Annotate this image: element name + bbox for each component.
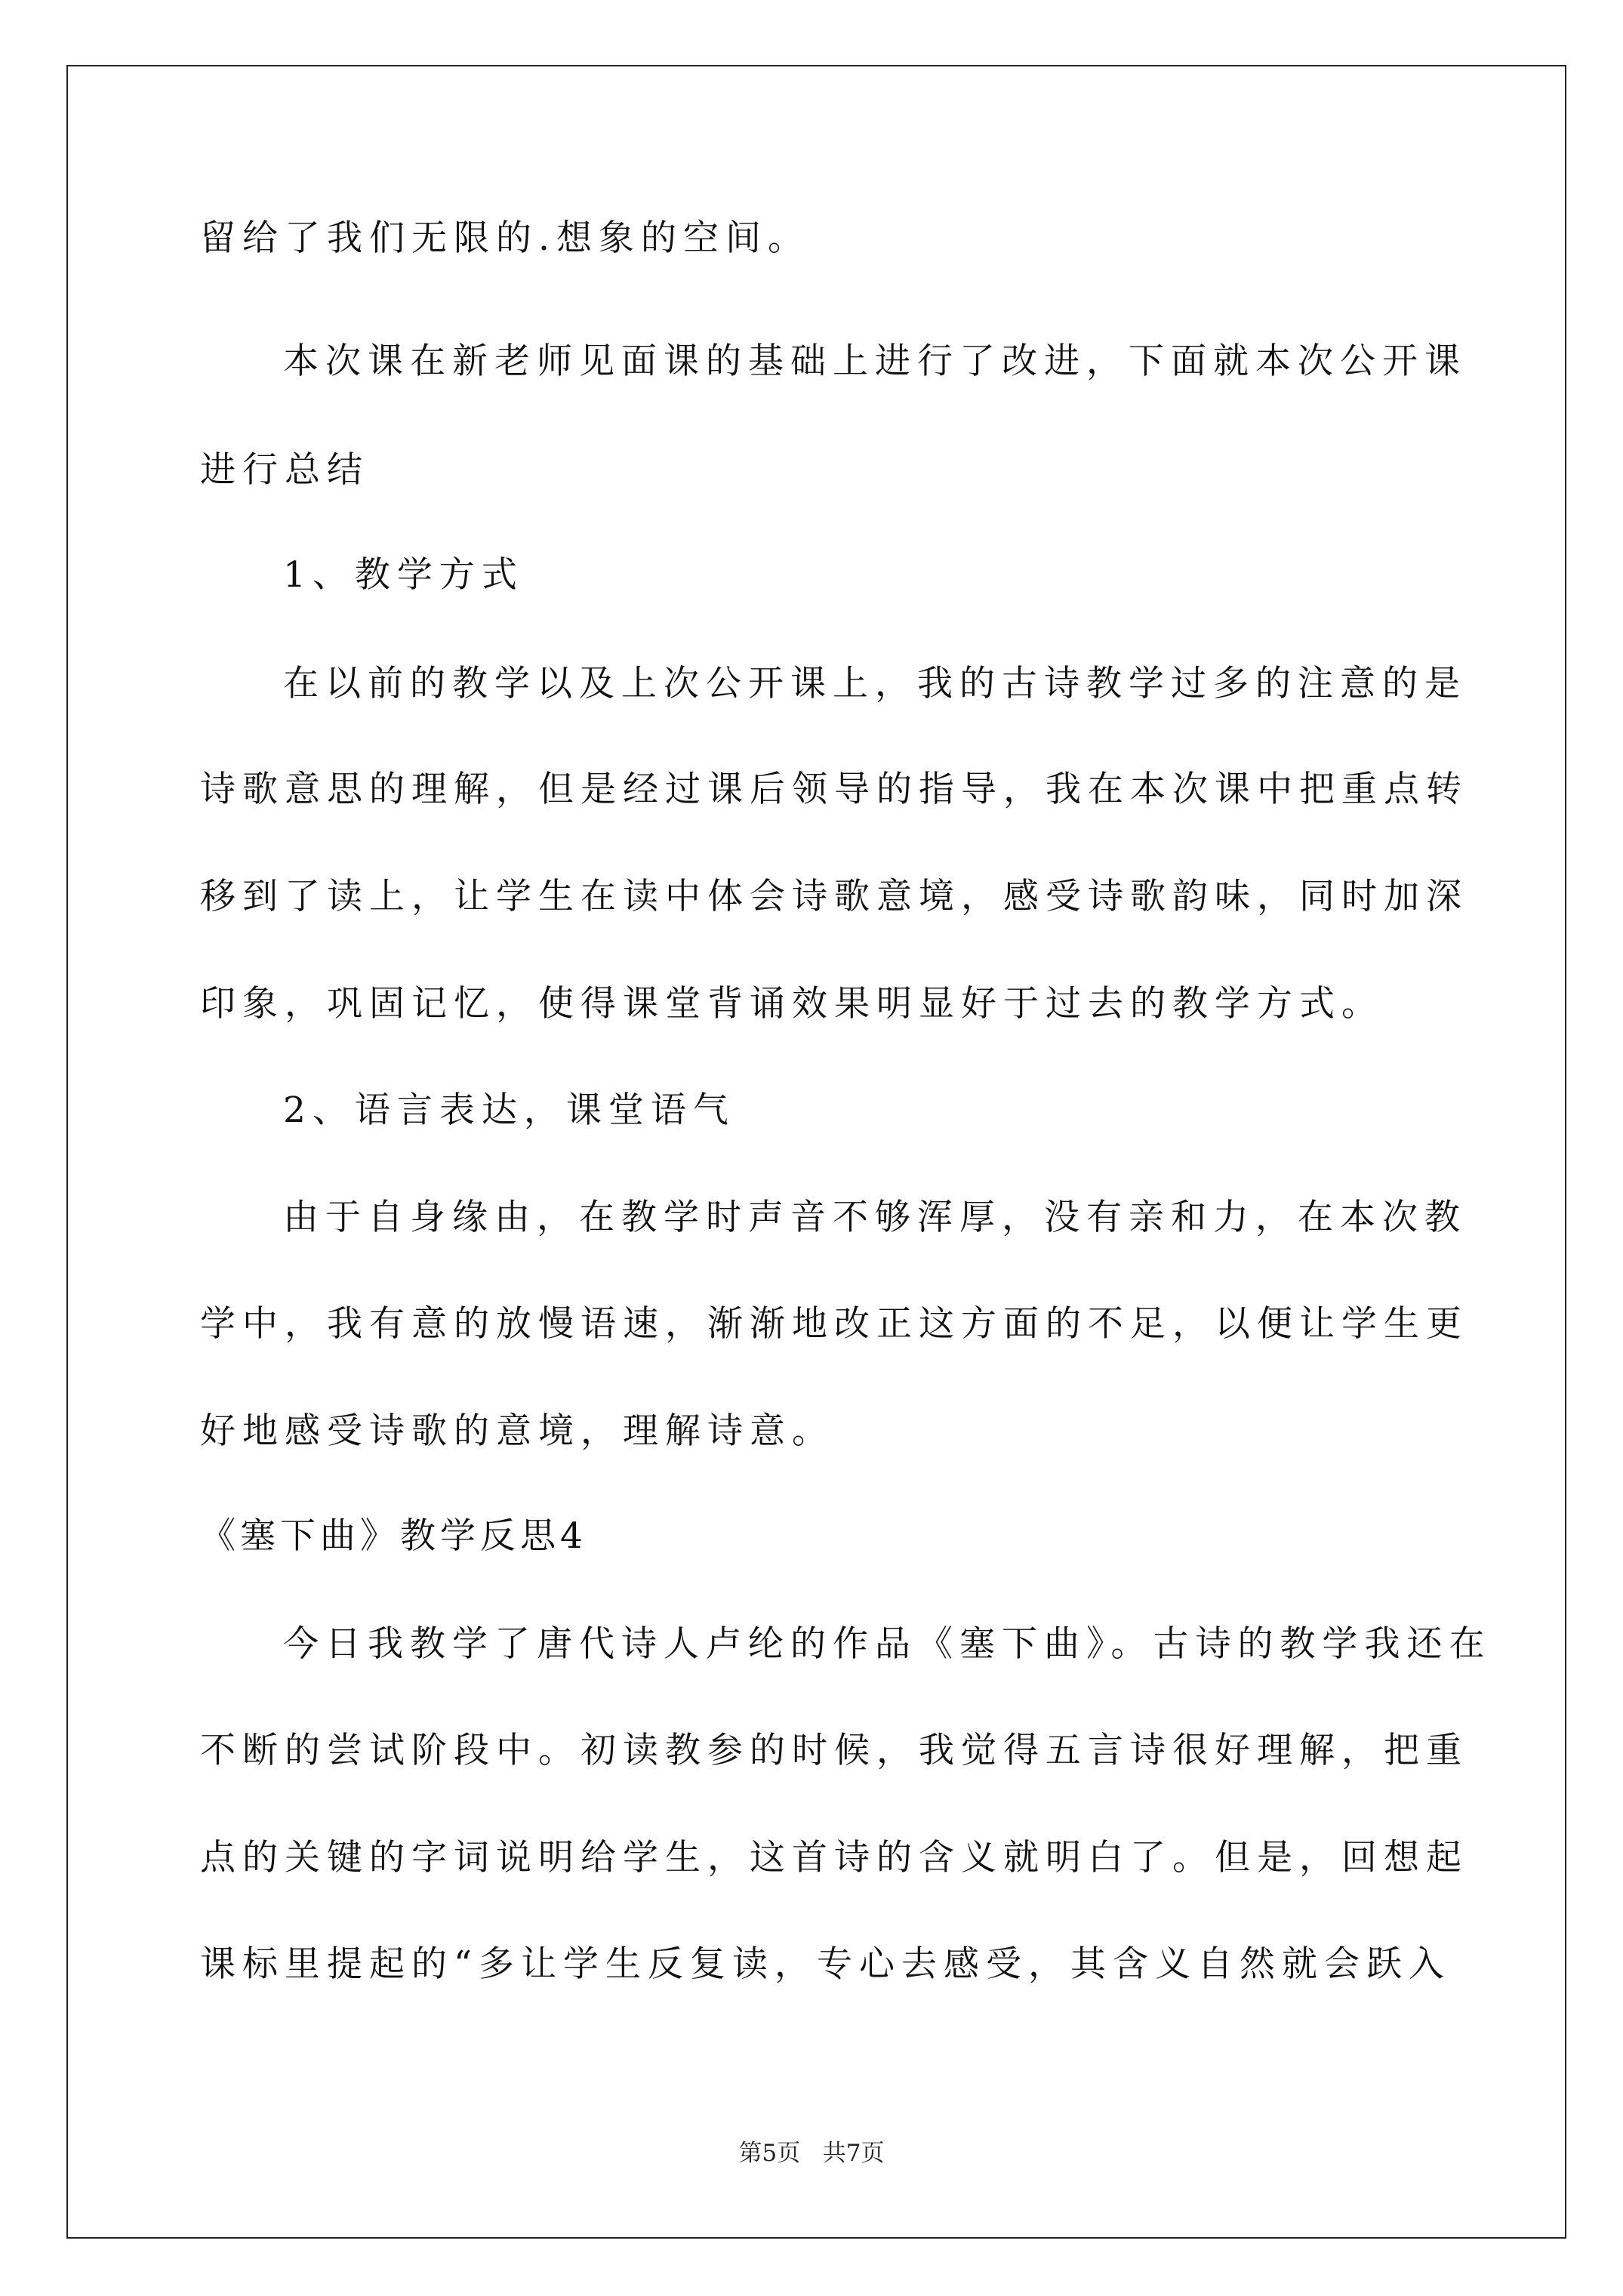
text-line: 点的关键的字词说明给学生，这首诗的含义就明白了。但是，回想起 bbox=[200, 1837, 1468, 1878]
section-heading: 1、教学方式 bbox=[283, 554, 524, 596]
text-line: 不断的尝试阶段中。初读教参的时候，我觉得五言诗很好理解，把重 bbox=[200, 1730, 1468, 1771]
section-heading: 2、语言表达，课堂语气 bbox=[283, 1089, 735, 1131]
text-line: 移到了读上，让学生在读中体会诗歌意境，感受诗歌韵味，同时加深 bbox=[200, 876, 1468, 917]
article-title: 《塞下曲》教学反思4 bbox=[200, 1515, 587, 1557]
text-line: 印象，巩固记忆，使得课堂背诵效果明显好于过去的教学方式。 bbox=[200, 983, 1384, 1025]
paragraph-line: 由于自身缘由，在教学时声音不够浑厚，没有亲和力，在本次教 bbox=[283, 1197, 1467, 1238]
text-line: 诗歌意思的理解，但是经过课后领导的指导，我在本次课中把重点转 bbox=[200, 769, 1468, 810]
text-line: 课标里提起的“多让学生反复读，专心去感受，其含义自然就会跃入 bbox=[200, 1943, 1452, 1985]
page-border bbox=[66, 65, 1566, 2239]
text-line: 好地感受诗歌的意境，理解诗意。 bbox=[200, 1410, 834, 1452]
text-line: 留给了我们无限的.想象的空间。 bbox=[200, 217, 810, 259]
page-number: 第5页 共7页 bbox=[738, 2140, 885, 2167]
text-line: 进行总结 bbox=[200, 449, 369, 491]
paragraph-line: 今日我教学了唐代诗人卢纶的作品《塞下曲》。古诗的教学我还在 bbox=[283, 1623, 1492, 1665]
paragraph-line: 本次课在新老师见面课的基础上进行了改进，下面就本次公开课 bbox=[283, 341, 1467, 382]
paragraph-line: 在以前的教学以及上次公开课上，我的古诗教学过多的注意的是 bbox=[283, 663, 1467, 704]
text-line: 学中，我有意的放慢语速，渐渐地改正这方面的不足，以便让学生更 bbox=[200, 1303, 1468, 1345]
